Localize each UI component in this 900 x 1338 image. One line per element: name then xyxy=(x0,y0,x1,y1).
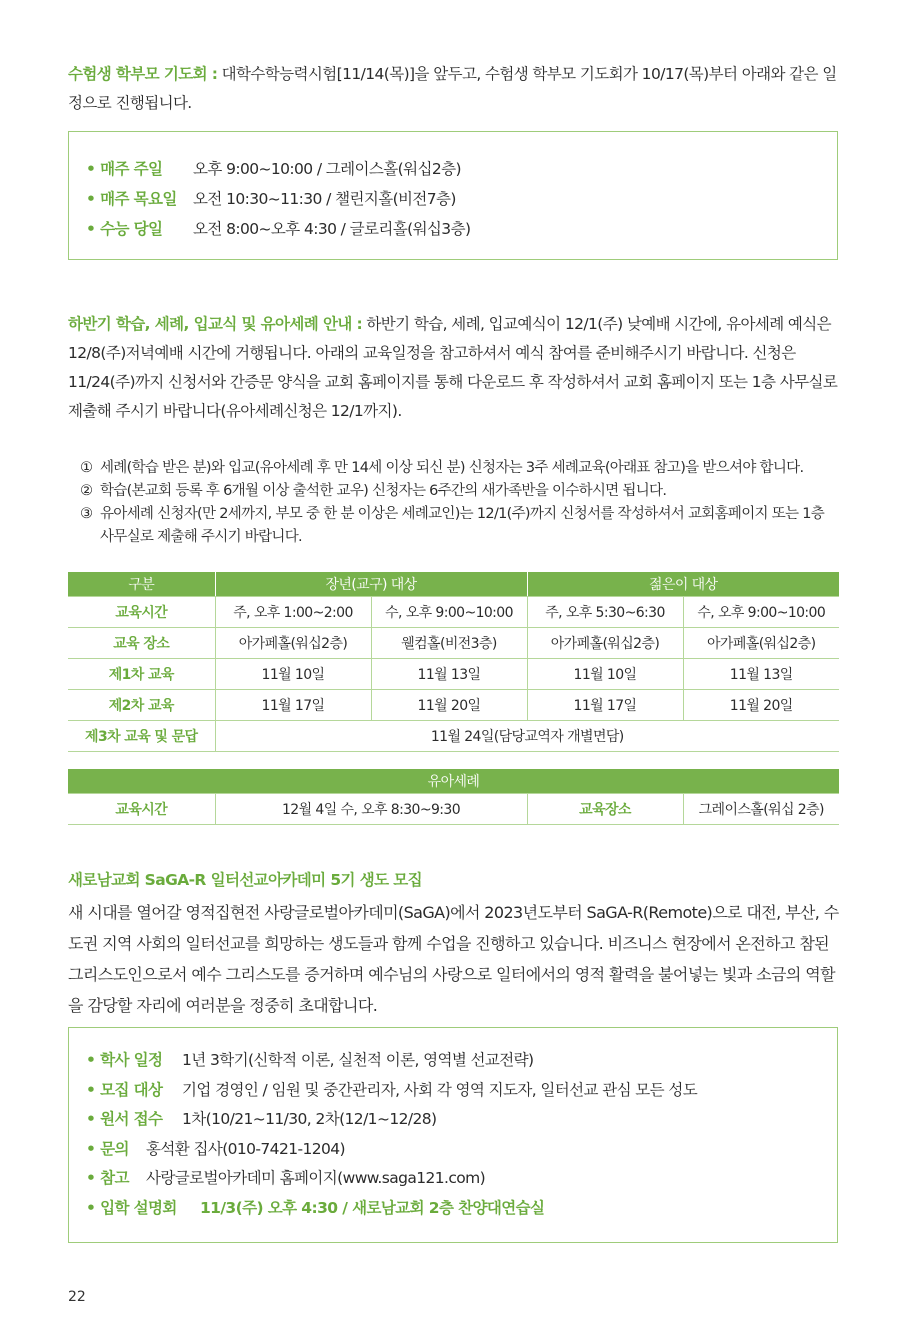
info-item xyxy=(86,1046,837,1076)
prayer-meeting-body: 대학수학능력시험[11/14(목)]을 앞두고, 수험생 학부모 기도회가 10/17(목)부터 아래와 같은 일정으로 진행됩니다. xyxy=(68,65,837,112)
note-number: ③ xyxy=(80,506,93,522)
header-youth-group: 젊은이 대상 xyxy=(527,572,839,597)
row-header: 교육시간 xyxy=(68,597,215,628)
header-infant-baptism: 유아세례 xyxy=(68,769,839,794)
table-row xyxy=(68,659,839,690)
table-row xyxy=(68,597,839,628)
baptism-title: 하반기 학습, 세례, 입교식 및 유아세례 안내 : xyxy=(68,315,363,333)
baptism-notes xyxy=(80,457,840,549)
table-row xyxy=(68,794,839,825)
note-item xyxy=(80,503,840,549)
header-adult-group: 장년(교구) 대상 xyxy=(215,572,527,597)
note-item xyxy=(80,457,840,480)
info-text: 사랑글로벌아카데미 홈페이지(www.saga121.com) xyxy=(146,1169,486,1187)
saga-title: 새로남교회 SaGA-R 일터선교아카데미 5기 생도 모집 xyxy=(68,871,422,889)
schedule-text: 오전 10:30~11:30 / 챌린지홀(비전7층) xyxy=(193,190,456,208)
table-cell: 아가페홀(워십2층) xyxy=(215,628,371,659)
table-cell: 주, 오후 1:00~2:00 xyxy=(215,597,371,628)
note-number: ② xyxy=(80,483,93,499)
table-cell: 아가페홀(워십2층) xyxy=(527,628,683,659)
info-label: • 모집 대상 xyxy=(86,1080,163,1099)
prayer-schedule-box xyxy=(68,131,838,260)
table-cell: 아가페홀(워십2층) xyxy=(683,628,839,659)
table-cell: 11월 13일 xyxy=(683,659,839,690)
baptism-paragraph xyxy=(68,310,840,426)
info-text: 홍석환 집사(010-7421-1204) xyxy=(146,1139,345,1158)
row-header: 제1차 교육 xyxy=(68,659,215,690)
table-cell: 11월 20일 xyxy=(371,690,527,721)
table-cell: 11월 17일 xyxy=(527,690,683,721)
table-cell: 주, 오후 5:30~6:30 xyxy=(527,597,683,628)
schedule-label: • 매주 주일 xyxy=(86,160,163,178)
table-header-row xyxy=(68,572,839,597)
table-cell: 11월 17일 xyxy=(215,690,371,721)
schedule-label: • 매주 목요일 xyxy=(86,190,177,208)
schedule-item xyxy=(86,214,837,244)
saga-info-box xyxy=(68,1027,838,1243)
schedule-item xyxy=(86,184,837,214)
info-label: • 참고 xyxy=(86,1169,129,1187)
row-header: 교육 장소 xyxy=(68,628,215,659)
prayer-meeting-title: 수험생 학부모 기도회 : xyxy=(68,65,218,83)
note-text: 세례(학습 받은 분)와 입교(유아세례 후 만 14세 이상 되신 분) 신청자는 3주 세례교육(아래표 참고)을 받으셔야 합니다. xyxy=(100,460,804,476)
table-header-row xyxy=(68,769,839,794)
schedule-text: 오후 9:00~10:00 / 그레이스홀(워십2층) xyxy=(193,160,461,178)
table-cell: 11월 13일 xyxy=(371,659,527,690)
info-label: • 학사 일정 xyxy=(86,1051,163,1069)
note-text: 유아세례 신청자(만 2세까지, 부모 중 한 분 이상은 세례교인)는 12/1(주)까지 신청서를 작성하셔서 교회홈페이지 또는 1층 사무실로 제출해 주시기 바랍니다. xyxy=(100,506,825,545)
info-text: 1차(10/21~11/30, 2차(12/1~12/28) xyxy=(182,1110,437,1128)
info-item xyxy=(86,1194,837,1224)
info-label: • 원서 접수 xyxy=(86,1110,163,1128)
info-text: 1년 3학기(신학적 이론, 실천적 이론, 영역별 선교전략) xyxy=(182,1051,534,1069)
note-item xyxy=(80,480,840,503)
table-cell: 11월 24일(담당교역자 개별면담) xyxy=(215,721,839,752)
infant-baptism-table xyxy=(68,769,839,825)
saga-heading xyxy=(68,866,840,895)
table-cell: 11월 10일 xyxy=(527,659,683,690)
row-header: 제3차 교육 및 문답 xyxy=(68,721,215,752)
table-cell: 12월 4일 수, 오후 8:30~9:30 xyxy=(215,794,527,825)
row-header: 교육장소 xyxy=(527,794,683,825)
page-number: 22 xyxy=(68,1289,86,1305)
education-schedule-table xyxy=(68,572,839,752)
row-header: 제2차 교육 xyxy=(68,690,215,721)
schedule-text: 오전 8:00~오후 4:30 / 글로리홀(워십3층) xyxy=(193,220,471,238)
schedule-label: • 수능 당일 xyxy=(86,220,163,238)
header-category: 구분 xyxy=(68,572,215,597)
info-item xyxy=(86,1135,837,1165)
table-cell: 11월 10일 xyxy=(215,659,371,690)
table-cell: 그레이스홀(워십 2층) xyxy=(683,794,839,825)
note-text: 학습(본교회 등록 후 6개월 이상 출석한 교우) 신청자는 6주간의 새가족반을 이수하시면 됩니다. xyxy=(100,483,667,499)
baptism-body: 하반기 학습, 세례, 입교예식이 12/1(주) 낮예배 시간에, 유아세례 예식은 12/8(주)저녁예배 시간에 거행됩니다. 아래의 교육일정을 참고하셔서 예식 참여를 준비해주시기 바랍니다. 신청은 11/24(주)까지 신청서와 간증문 양식을 교회 홈페이지를 통해 다운로드 후 작성하셔서 교회 홈페이지 또는 1층 사무실로 제출해 주시기 바랍니다(유아세례신청은 12/1까지). xyxy=(68,315,838,420)
schedule-item xyxy=(86,154,837,184)
table-row xyxy=(68,690,839,721)
table-cell: 웰컴홀(비전3층) xyxy=(371,628,527,659)
info-text: 기업 경영인 / 임원 및 중간관리자, 사회 각 영역 지도자, 일터선교 관심 모든 성도 xyxy=(182,1080,698,1099)
table-row xyxy=(68,628,839,659)
table-cell: 11월 20일 xyxy=(683,690,839,721)
note-number: ① xyxy=(80,460,93,476)
prayer-meeting-paragraph xyxy=(68,60,840,118)
info-item xyxy=(86,1076,837,1106)
table-cell: 수, 오후 9:00~10:00 xyxy=(683,597,839,628)
info-label: • 문의 xyxy=(86,1139,129,1158)
saga-body: 새 시대를 열어갈 영적집현전 사랑글로벌아카데미(SaGA)에서 2023년도부터 SaGA-R(Remote)으로 대전, 부산, 수도권 지역 사회의 일터선교를 희망하는 생도들과 함께 수업을 진행하고 있습니다. 비즈니스 현장에서 온전하고 참된 그리스도인으로서 예수 그리스도를 증거하며 예수님의 사랑으로 일터에서의 영적 활력을 불어넣는 빛과 소금의 역할을 감당할 자리에 여러분을 정중히 초대합니다. xyxy=(68,903,839,1015)
row-header: 교육시간 xyxy=(68,794,215,825)
info-label: • 입학 설명회 xyxy=(86,1198,177,1217)
table-row xyxy=(68,721,839,752)
table-cell: 수, 오후 9:00~10:00 xyxy=(371,597,527,628)
info-text: 11/3(주) 오후 4:30 / 새로남교회 2층 찬양대연습실 xyxy=(200,1198,545,1217)
info-item xyxy=(86,1105,837,1135)
info-item xyxy=(86,1164,837,1194)
